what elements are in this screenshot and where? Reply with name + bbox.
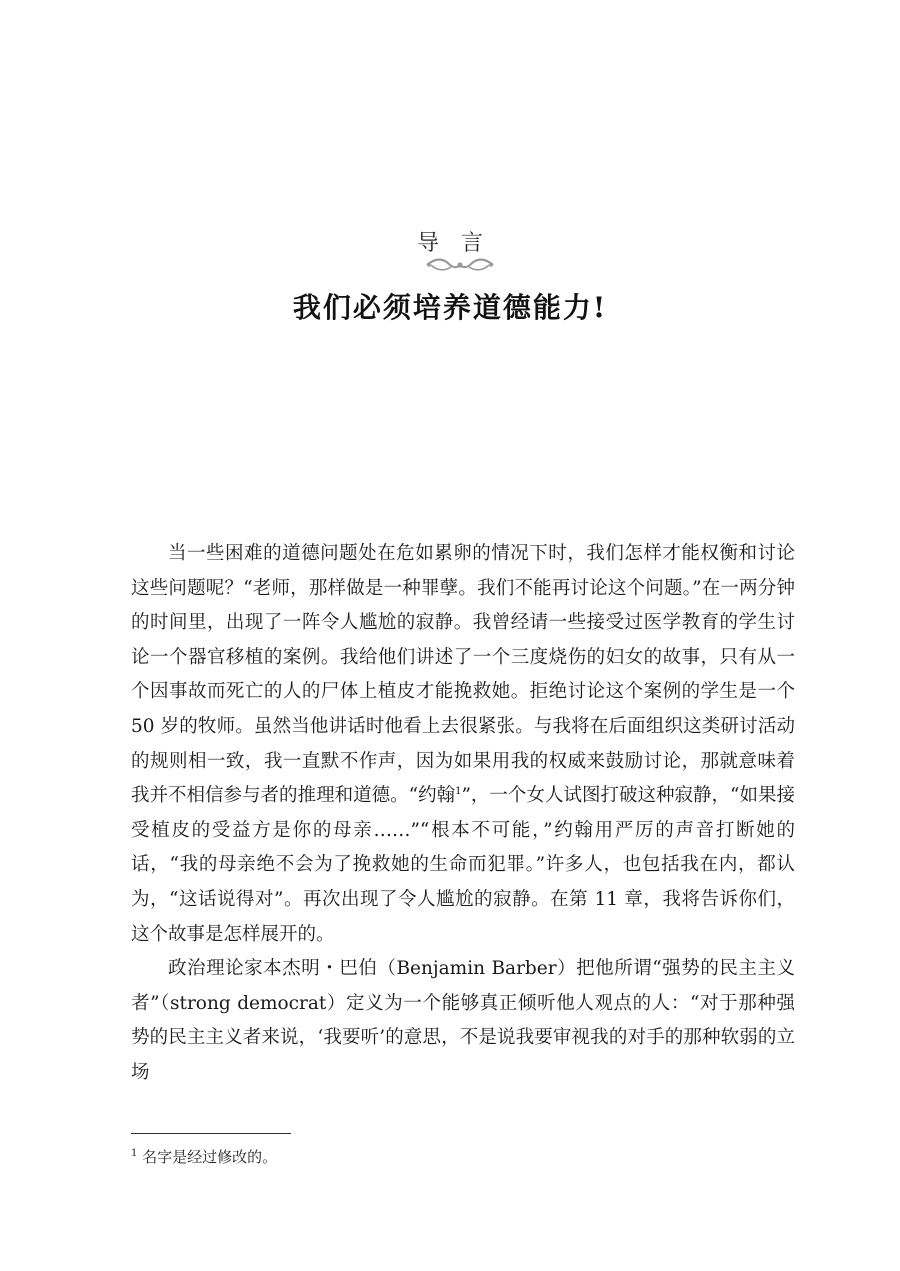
paragraph-2: 政治理论家本杰明・巴伯（Benjamin Barber）把他所谓“强势的民主主义者”（strong democrat）定义为一个能够真正倾听他人观点的人：“对于那种强势的民主主义者来说，‘我要听’的意思，不是说我要审视我的对手的那种软弱的立场 <box>131 958 795 1083</box>
footnote-text: 名字是经过修改的。 <box>142 1148 278 1166</box>
scroll-flourish-icon <box>425 256 495 274</box>
body-text <box>131 537 795 1091</box>
chapter-label <box>0 226 900 257</box>
footnote-reference[interactable]: 1 <box>455 786 462 797</box>
paragraph-1-part-1: 当一些困难的道德问题处在危如累卵的情况下时，我们怎样才能权衡和讨论这些问题呢？“老师，那样做是一种罪孽。我们不能再讨论这个问题。”在一两分钟的时间里，出现了一阵令人尴尬的寂静。我曾经请一些接受过医学教育的学生讨论一个器官移植的案例。我给他们讲述了一个三度烧伤的妇女的故事，只有从一个因事故而死亡的人的尸体上植皮才能挽救她。拒绝讨论这个案例的学生是一个 50 岁的牧师。虽然当他讲话时他看上去很紧张。与我将在后面组织这类研讨活动的规则相一致，我一直默不作声，因为如果用我的权威来鼓励讨论，那就意味着我并不相信参与者的推理和道德。“约翰 <box>131 543 795 807</box>
chapter-label-second: 言 <box>461 231 484 256</box>
chapter-title: 我们必须培养道德能力! <box>292 291 608 324</box>
footnote-divider <box>131 1133 291 1134</box>
chapter-label-first: 导 <box>416 231 439 256</box>
footnote <box>131 1146 277 1168</box>
paragraph-1 <box>131 537 795 952</box>
footnote-number: 1 <box>131 1148 138 1159</box>
paragraph-1-part-2: ”，一个女人试图打破这种寂静，“如果接受植皮的受益方是你的母亲……”“根本不可能，”约翰用严厉的声音打断她的话，“我的母亲绝不会为了挽救她的生命而犯罪。”许多人，也包括我在内，都认为，“这话说得对”。再次出现了令人尴尬的寂静。在第 11 章，我将告诉你们，这个故事是怎样展开的。 <box>131 785 795 945</box>
